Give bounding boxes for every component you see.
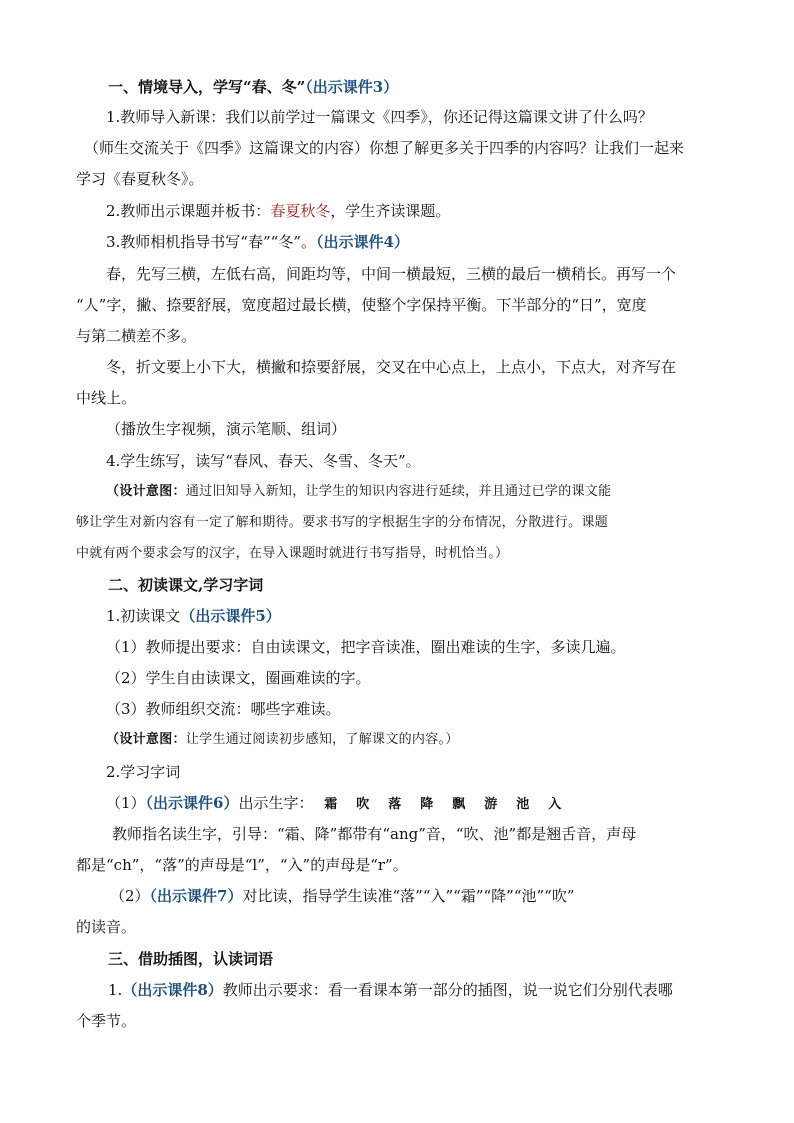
character: 降 <box>420 797 434 812</box>
paragraph-line <box>0 200 794 222</box>
paragraph-line <box>0 605 794 627</box>
section-heading <box>0 76 794 98</box>
text: （2） <box>110 887 150 905</box>
paragraph-line: 教师指名读生字，引导：“霜、降”都带有“ang”音，“吹、池”都是翘舌音，声母 <box>112 825 637 843</box>
paragraph-line: 冬，折文要上小下大，横撇和捺要舒展，交叉在中心点上，上点小，下点大，对齐写在 <box>106 358 677 376</box>
paragraph-line: 个季节。 <box>76 1012 137 1030</box>
character: 游 <box>484 797 498 812</box>
character: 吹 <box>356 797 370 812</box>
note-text: 让学生通过阅读初步感知，了解课文的内容。） <box>185 732 459 747</box>
design-note <box>0 729 794 751</box>
new-characters <box>324 797 580 812</box>
courseware-cue: （出示课件7） <box>149 887 243 905</box>
design-note-line: 中就有两个要求会写的汉字，在导入课题时就进行书写指导，时机恰当。） <box>76 546 509 561</box>
paragraph-line: 与第二横差不多。 <box>76 327 197 345</box>
paragraph-line: 的读音。 <box>76 918 137 936</box>
paragraph-line: 4.学生练写，读写“春风、春天、冬雪、冬天”。 <box>106 452 421 470</box>
section-title: 二、初读课文,学习字词 <box>108 576 264 594</box>
text: 对比读，指导学生读准“落”“入”“霜”“降”“池”“吹” <box>242 887 575 905</box>
paragraph-line: 中线上。 <box>76 389 137 407</box>
courseware-cue: （出示课件4） <box>316 233 409 251</box>
paragraph-line: 都是“ch”，“落”的声母是“l”，“入”的声母是“r”。 <box>76 856 408 874</box>
note-bracket: （ <box>106 484 120 499</box>
design-note-line: 够让学生对新内容有一定了解和期待。要求书写的字根据生字的分布情况，分散进行。课题 <box>76 515 609 530</box>
text: 出示生字： <box>238 794 314 812</box>
text: 3.教师相机指导书写“春”“冬”。 <box>106 233 316 251</box>
note-text: 通过旧知导入新知，让学生的知识内容进行延续，并且通过已学的课文能 <box>185 484 612 499</box>
note-bracket: （ <box>106 732 120 747</box>
text: （1） <box>106 794 146 812</box>
courseware-cue: （出示课件3） <box>305 78 399 96</box>
text: 2.教师出示课题并板书： <box>106 202 271 220</box>
paragraph-line: （师生交流关于《四季》这篇课文的内容）你想了解更多关于四季的内容吗？让我们一起来 <box>84 139 685 157</box>
paragraph-line <box>0 231 794 253</box>
note-label: 设计意图： <box>119 484 186 499</box>
character: 霜 <box>324 797 338 812</box>
paragraph-line: 春，先写三横，左低右高，间距均等，中间一横最短，三横的最后一横稍长。再写一个 <box>106 265 677 283</box>
courseware-cue: （出示课件8） <box>122 981 223 999</box>
courseware-cue: （出示课件5） <box>180 607 281 625</box>
paragraph-line: （播放生字视频，演示笔顺、组词） <box>106 420 347 438</box>
note-label: 设计意图： <box>119 732 186 747</box>
character: 入 <box>548 797 562 812</box>
section-title: 三、借助插图，认读词语 <box>108 950 274 968</box>
paragraph-line <box>0 885 794 907</box>
paragraph-line: （1）教师提出要求：自由读课文，把字音读准，圈出难读的生字，多读几遍。 <box>106 638 626 656</box>
text: 1. <box>108 981 123 999</box>
paragraph-line <box>0 979 794 1001</box>
character: 落 <box>388 797 402 812</box>
design-note <box>0 481 794 503</box>
paragraph-line <box>0 792 794 816</box>
paragraph-line: （3）教师组织交流：哪些字难读。 <box>106 700 341 718</box>
paragraph-line: 1.教师导入新课：我们以前学过一篇课文《四季》，你还记得这篇课文讲了什么吗？ <box>106 108 653 126</box>
board-title: 春夏秋冬 <box>270 202 331 220</box>
text: 1.初读课文 <box>106 607 181 625</box>
paragraph-line: 2.学习字词 <box>106 763 181 781</box>
text: ，学生齐读课题。 <box>330 202 451 220</box>
text: 教师出示要求：看一看课本第一部分的插图，说一说它们分别代表哪 <box>222 981 673 999</box>
courseware-cue: （出示课件6） <box>145 794 239 812</box>
paragraph-line: （2）学生自由读课文，圈画难读的字。 <box>106 669 371 687</box>
section-title: 一、情境导入，学写“春、冬” <box>108 78 306 96</box>
character: 飘 <box>452 797 466 812</box>
paragraph-line: 学习《春夏秋冬》。 <box>76 170 204 188</box>
character: 池 <box>516 797 530 812</box>
paragraph-line: “人”字，撇、捺要舒展，宽度超过最长横，使整个字保持平衡。下半部分的“日”，宽度 <box>76 296 647 314</box>
